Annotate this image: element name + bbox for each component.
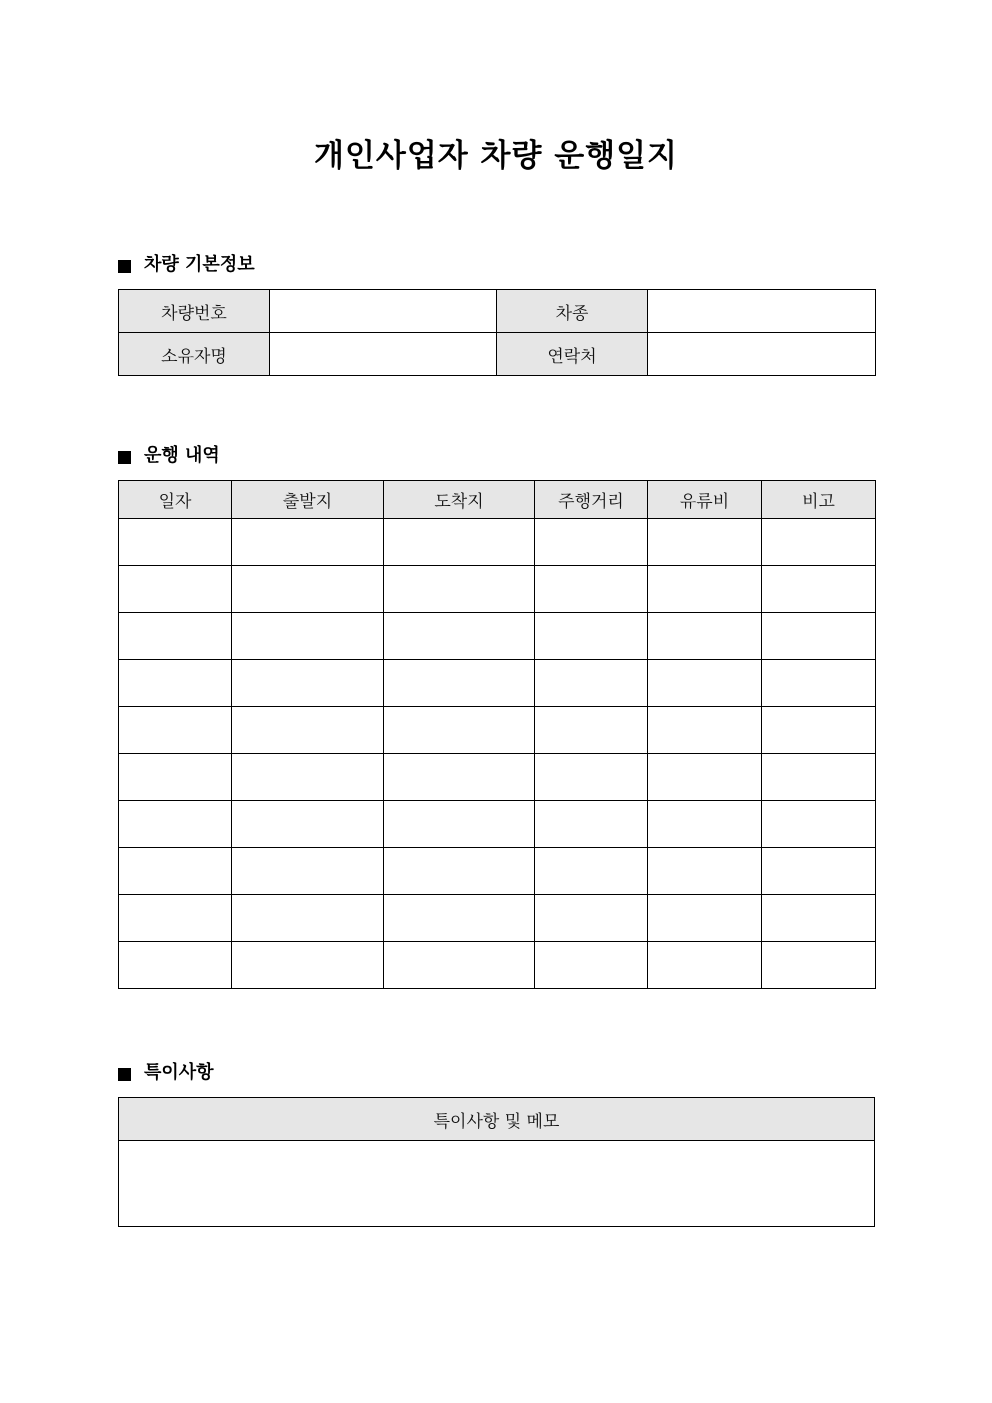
column-header-distance: 주행거리 [535, 481, 648, 519]
distance-cell[interactable] [535, 660, 648, 707]
remarks-cell[interactable] [762, 566, 876, 613]
fuel-cost-cell[interactable] [648, 613, 762, 660]
label-contact: 연락처 [497, 333, 648, 376]
table-header-row [119, 1098, 875, 1141]
date-cell[interactable] [119, 848, 232, 895]
departure-cell[interactable] [232, 801, 384, 848]
table-row [119, 801, 876, 848]
section-heading-basic-info [118, 252, 255, 278]
section-heading-label: 운행 내역 [144, 445, 220, 466]
remarks-cell[interactable] [762, 613, 876, 660]
fuel-cost-cell[interactable] [648, 848, 762, 895]
departure-cell[interactable] [232, 942, 384, 989]
remarks-cell[interactable] [762, 519, 876, 566]
date-cell[interactable] [119, 660, 232, 707]
contact-field[interactable] [648, 333, 876, 376]
label-vehicle-number: 차량번호 [119, 290, 270, 333]
fuel-cost-cell[interactable] [648, 895, 762, 942]
distance-cell[interactable] [535, 754, 648, 801]
notes-header: 특이사항 및 메모 [119, 1098, 875, 1141]
label-owner-name: 소유자명 [119, 333, 270, 376]
destination-cell[interactable] [384, 754, 535, 801]
destination-cell[interactable] [384, 613, 535, 660]
destination-cell[interactable] [384, 942, 535, 989]
departure-cell[interactable] [232, 519, 384, 566]
table-row [119, 660, 876, 707]
distance-cell[interactable] [535, 566, 648, 613]
page-title: 개인사업자 차량 운행일지 [314, 138, 678, 174]
table-row [119, 613, 876, 660]
date-cell[interactable] [119, 895, 232, 942]
remarks-cell[interactable] [762, 942, 876, 989]
section-heading-driving-log [118, 443, 220, 469]
column-header-departure: 출발지 [232, 481, 384, 519]
fuel-cost-cell[interactable] [648, 707, 762, 754]
table-row [119, 333, 876, 376]
destination-cell[interactable] [384, 707, 535, 754]
distance-cell[interactable] [535, 942, 648, 989]
driving-log-table [118, 480, 876, 989]
column-header-date: 일자 [119, 481, 232, 519]
departure-cell[interactable] [232, 754, 384, 801]
table-row [119, 566, 876, 613]
remarks-cell[interactable] [762, 707, 876, 754]
vehicle-type-field[interactable] [648, 290, 876, 333]
section-heading-label: 차량 기본정보 [144, 254, 255, 275]
fuel-cost-cell[interactable] [648, 942, 762, 989]
fuel-cost-cell[interactable] [648, 754, 762, 801]
destination-cell[interactable] [384, 895, 535, 942]
departure-cell[interactable] [232, 895, 384, 942]
distance-cell[interactable] [535, 707, 648, 754]
table-row [119, 519, 876, 566]
departure-cell[interactable] [232, 613, 384, 660]
special-notes-table [118, 1097, 875, 1227]
distance-cell[interactable] [535, 801, 648, 848]
destination-cell[interactable] [384, 848, 535, 895]
date-cell[interactable] [119, 566, 232, 613]
remarks-cell[interactable] [762, 801, 876, 848]
owner-name-field[interactable] [270, 333, 497, 376]
distance-cell[interactable] [535, 895, 648, 942]
remarks-cell[interactable] [762, 895, 876, 942]
table-row [119, 754, 876, 801]
table-row [119, 848, 876, 895]
departure-cell[interactable] [232, 566, 384, 613]
fuel-cost-cell[interactable] [648, 660, 762, 707]
destination-cell[interactable] [384, 801, 535, 848]
destination-cell[interactable] [384, 660, 535, 707]
table-row [119, 942, 876, 989]
distance-cell[interactable] [535, 613, 648, 660]
square-bullet-icon [118, 451, 131, 464]
table-header-row [119, 481, 876, 519]
departure-cell[interactable] [232, 660, 384, 707]
date-cell[interactable] [119, 707, 232, 754]
table-row [119, 707, 876, 754]
destination-cell[interactable] [384, 566, 535, 613]
fuel-cost-cell[interactable] [648, 519, 762, 566]
fuel-cost-cell[interactable] [648, 566, 762, 613]
vehicle-number-field[interactable] [270, 290, 497, 333]
distance-cell[interactable] [535, 519, 648, 566]
square-bullet-icon [118, 260, 131, 273]
date-cell[interactable] [119, 801, 232, 848]
distance-cell[interactable] [535, 848, 648, 895]
section-heading-label: 특이사항 [144, 1062, 214, 1083]
departure-cell[interactable] [232, 848, 384, 895]
label-vehicle-type: 차종 [497, 290, 648, 333]
date-cell[interactable] [119, 519, 232, 566]
table-row [119, 1141, 875, 1227]
date-cell[interactable] [119, 754, 232, 801]
square-bullet-icon [118, 1068, 131, 1081]
date-cell[interactable] [119, 613, 232, 660]
table-row [119, 895, 876, 942]
column-header-destination: 도착지 [384, 481, 535, 519]
section-heading-special-notes [118, 1060, 214, 1086]
notes-memo-field[interactable] [119, 1141, 875, 1227]
driving-log-body [119, 519, 876, 989]
remarks-cell[interactable] [762, 754, 876, 801]
remarks-cell[interactable] [762, 848, 876, 895]
remarks-cell[interactable] [762, 660, 876, 707]
fuel-cost-cell[interactable] [648, 801, 762, 848]
date-cell[interactable] [119, 942, 232, 989]
basic-info-table [118, 289, 876, 376]
destination-cell[interactable] [384, 519, 535, 566]
column-header-remarks: 비고 [762, 481, 876, 519]
departure-cell[interactable] [232, 707, 384, 754]
column-header-fuel-cost: 유류비 [648, 481, 762, 519]
table-row [119, 290, 876, 333]
